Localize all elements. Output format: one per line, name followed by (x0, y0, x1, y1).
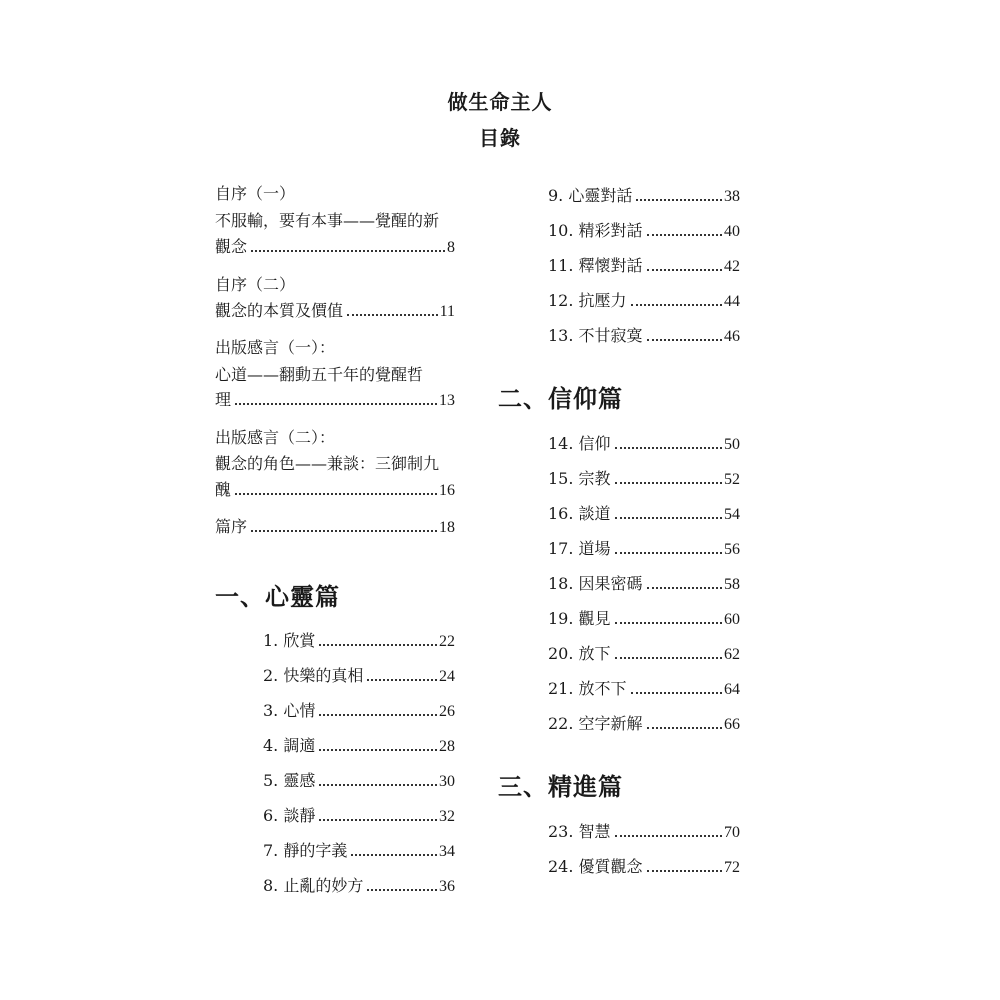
toc-entry-chapter-22[interactable] (548, 714, 740, 735)
dot-leader (647, 870, 722, 872)
entry-label: 理 (215, 390, 232, 409)
entry-label: 1. 欣賞 (263, 631, 316, 650)
entry-label: 15. 宗教 (548, 469, 611, 488)
publication-note-1-title: 心道——翻動五千年的覺醒哲 (215, 365, 424, 384)
entry-label: 22. 空字新解 (548, 714, 643, 733)
toc-entry-chapter-24[interactable] (548, 857, 740, 878)
entry-label: 6. 談靜 (263, 806, 316, 825)
page-number: 40 (724, 223, 740, 240)
page-number: 28 (439, 738, 455, 755)
page-number: 18 (439, 519, 455, 536)
toc-entry-chapter-9[interactable] (548, 186, 740, 207)
toc-entry-chapter-23[interactable] (548, 822, 740, 843)
toc-entry-chapter-6[interactable] (263, 806, 455, 827)
page-number: 38 (724, 188, 740, 205)
entry-label: 23. 智慧 (548, 822, 611, 841)
entry-label: 篇序 (215, 517, 248, 536)
entry-label: 19. 觀見 (548, 609, 611, 628)
toc-entry-part-preface[interactable] (215, 517, 455, 538)
toc-heading: 目錄 (479, 126, 521, 150)
dot-leader (251, 530, 437, 532)
page-number: 66 (724, 716, 740, 733)
toc-entry-chapter-2[interactable] (263, 666, 455, 687)
toc-entry-chapter-11[interactable] (548, 256, 740, 277)
toc-entry-chapter-7[interactable] (263, 841, 455, 862)
page-number: 46 (724, 328, 740, 345)
page-number: 13 (439, 392, 455, 409)
toc-entry-publication-note-1[interactable] (215, 390, 455, 411)
page-number: 54 (724, 506, 740, 523)
book-title: 做生命主人 (447, 90, 553, 114)
toc-entry-chapter-10[interactable] (548, 221, 740, 242)
page-number: 42 (724, 258, 740, 275)
page-number: 16 (439, 482, 455, 499)
toc-entry-chapter-4[interactable] (263, 736, 455, 757)
toc-entry-chapter-8[interactable] (263, 876, 455, 897)
entry-label: 24. 優質觀念 (548, 857, 643, 876)
entry-label: 2. 快樂的真相 (263, 666, 364, 685)
entry-label: 13. 不甘寂寞 (548, 326, 643, 345)
dot-leader (647, 727, 722, 729)
entry-label: 16. 談道 (548, 504, 611, 523)
toc-entry-chapter-18[interactable] (548, 574, 740, 595)
dot-leader (647, 234, 722, 236)
dot-leader (235, 403, 437, 405)
page-number: 58 (724, 576, 740, 593)
entry-label: 12. 抗壓力 (548, 291, 627, 310)
dot-leader (319, 644, 437, 646)
entry-label: 14. 信仰 (548, 434, 611, 453)
page-number: 22 (439, 633, 455, 650)
dot-leader (615, 657, 722, 659)
toc-entry-preface-2[interactable] (215, 301, 455, 322)
page-number: 70 (724, 824, 740, 841)
entry-label: 5. 靈感 (263, 771, 316, 790)
dot-leader (631, 692, 722, 694)
toc-entry-chapter-15[interactable] (548, 469, 740, 490)
toc-entry-publication-note-2[interactable] (215, 480, 455, 501)
dot-leader (319, 749, 437, 751)
entry-label: 8. 止亂的妙方 (263, 876, 364, 895)
toc-entry-chapter-20[interactable] (548, 644, 740, 665)
entry-label: 觀念 (215, 237, 248, 256)
section-heading-3: 三、精進篇 (498, 772, 623, 801)
dot-leader (319, 714, 437, 716)
page-number: 56 (724, 541, 740, 558)
preface-1-title: 不服輸，要有本事——覺醒的新 (215, 211, 440, 230)
section-heading-2: 二、信仰篇 (498, 384, 623, 413)
page-number: 30 (439, 773, 455, 790)
dot-leader (319, 784, 437, 786)
toc-entry-chapter-12[interactable] (548, 291, 740, 312)
entry-label: 18. 因果密碼 (548, 574, 643, 593)
dot-leader (251, 250, 445, 252)
publication-note-2-title: 觀念的角色——兼談：三御制九 (215, 454, 440, 473)
page-number: 50 (724, 436, 740, 453)
toc-entry-chapter-14[interactable] (548, 434, 740, 455)
toc-entry-chapter-5[interactable] (263, 771, 455, 792)
entry-label: 4. 調適 (263, 736, 316, 755)
publication-note-1-heading: 出版感言（一）： (215, 338, 336, 357)
entry-label: 10. 精彩對話 (548, 221, 643, 240)
entry-label: 3. 心情 (263, 701, 316, 720)
dot-leader (647, 339, 722, 341)
page-number: 32 (439, 808, 455, 825)
toc-entry-chapter-13[interactable] (548, 326, 740, 347)
dot-leader (235, 493, 437, 495)
entry-label: 20. 放下 (548, 644, 611, 663)
page-number: 60 (724, 611, 740, 628)
dot-leader (647, 587, 722, 589)
dot-leader (615, 447, 722, 449)
dot-leader (615, 552, 722, 554)
page-number: 34 (439, 843, 455, 860)
toc-entry-chapter-1[interactable] (263, 631, 455, 652)
page-number: 64 (724, 681, 740, 698)
dot-leader (367, 889, 437, 891)
entry-label: 醜 (215, 480, 232, 499)
toc-entry-chapter-17[interactable] (548, 539, 740, 560)
page-number: 36 (439, 878, 455, 895)
toc-entry-chapter-3[interactable] (263, 701, 455, 722)
dot-leader (615, 517, 722, 519)
section-heading-1: 一、心靈篇 (215, 582, 340, 611)
page-number: 8 (447, 239, 455, 256)
entry-label: 21. 放不下 (548, 679, 627, 698)
page-number: 72 (724, 859, 740, 876)
page-number: 44 (724, 293, 740, 310)
dot-leader (636, 199, 722, 201)
page-number: 62 (724, 646, 740, 663)
dot-leader (615, 835, 722, 837)
page-number: 52 (724, 471, 740, 488)
toc-entry-chapter-21[interactable] (548, 679, 740, 700)
dot-leader (615, 482, 722, 484)
dot-leader (347, 314, 438, 316)
page-number: 26 (439, 703, 455, 720)
page-number: 11 (439, 303, 455, 320)
dot-leader (351, 854, 437, 856)
page-number: 24 (439, 668, 455, 685)
dot-leader (631, 304, 722, 306)
entry-label: 觀念的本質及價值 (215, 301, 344, 320)
entry-label: 11. 釋懷對話 (548, 256, 643, 275)
publication-note-2-heading: 出版感言（二）： (215, 428, 336, 447)
preface-1-heading: 自序（一） (215, 184, 296, 203)
dot-leader (319, 819, 437, 821)
entry-label: 17. 道場 (548, 539, 611, 558)
dot-leader (367, 679, 437, 681)
toc-entry-chapter-19[interactable] (548, 609, 740, 630)
toc-entry-chapter-16[interactable] (548, 504, 740, 525)
entry-label: 7. 靜的字義 (263, 841, 348, 860)
toc-entry-preface-1[interactable] (215, 237, 455, 258)
preface-2-heading: 自序（二） (215, 275, 296, 294)
dot-leader (615, 622, 722, 624)
entry-label: 9. 心靈對話 (548, 186, 633, 205)
dot-leader (647, 269, 722, 271)
